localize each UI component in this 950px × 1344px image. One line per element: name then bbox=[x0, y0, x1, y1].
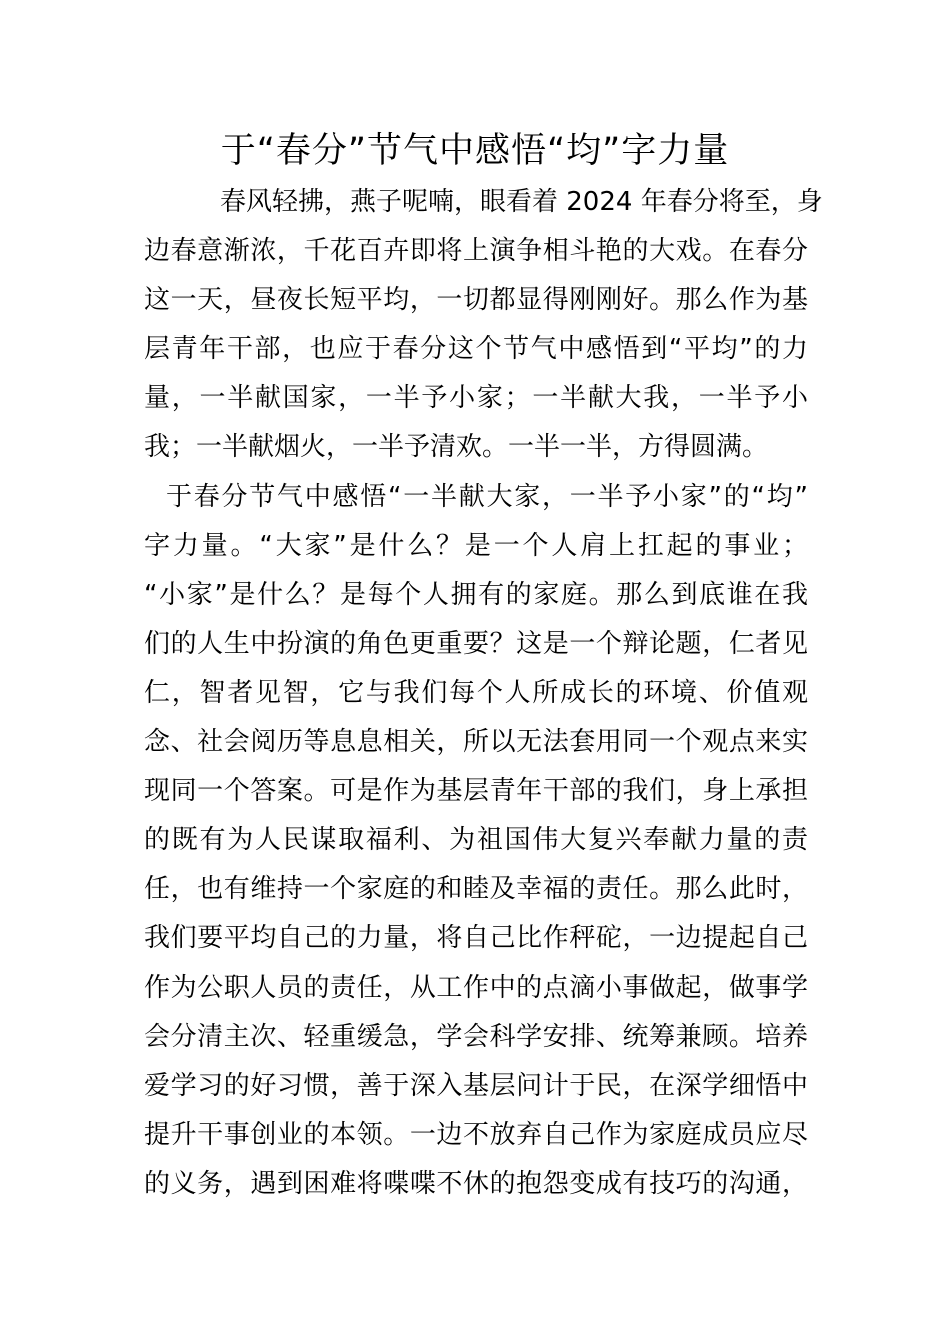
paragraph-line: 提升干事创业的本领。一边不放弃自己作为家庭成员应尽 bbox=[144, 1119, 808, 1150]
paragraph-line: 任，也有维持一个家庭的和睦及幸福的责任。那么此时， bbox=[144, 874, 808, 905]
paragraph-line: 的既有为人民谋取福利、为祖国伟大复兴奉献力量的责 bbox=[144, 825, 808, 856]
paragraph-line: 春风轻拂，燕子呢喃，眼看着 2024 年春分将至，身 bbox=[220, 187, 823, 217]
paragraph-line: 于春分节气中感悟“一半献大家，一半予小家”的“均” bbox=[166, 481, 808, 512]
paragraph-line: 层青年干部，也应于春分这个节气中感悟到“平均”的力 bbox=[144, 334, 808, 365]
paragraph-line: 我；一半献烟火，一半予清欢。一半一半，方得圆满。 bbox=[144, 432, 769, 463]
document-title: 于“春分”节气中感悟“均”字力量 bbox=[220, 131, 730, 171]
paragraph-line: 会分清主次、轻重缓急，学会科学安排、统筹兼顾。培养 bbox=[144, 1021, 808, 1052]
paragraph-line: 的义务，遇到困难将喋喋不休的抱怨变成有技巧的沟通， bbox=[144, 1168, 808, 1199]
paragraph-line: 边春意渐浓，千花百卉即将上演争相斗艳的大戏。在春分 bbox=[144, 236, 808, 267]
paragraph-line: “小家”是什么？是每个人拥有的家庭。那么到底谁在我 bbox=[144, 579, 808, 610]
paragraph-line: 字力量。“大家”是什么？是一个人肩上扛起的事业； bbox=[144, 530, 808, 561]
paragraph-line: 作为公职人员的责任，从工作中的点滴小事做起，做事学 bbox=[144, 972, 808, 1003]
paragraph-line: 爱学习的好习惯，善于深入基层问计于民，在深学细悟中 bbox=[144, 1070, 808, 1101]
paragraph-line: 仁，智者见智，它与我们每个人所成长的环境、价值观 bbox=[144, 677, 808, 708]
paragraph-line: 念、社会阅历等息息相关，所以无法套用同一个观点来实 bbox=[144, 727, 808, 758]
document-body bbox=[144, 178, 823, 1209]
paragraph-line: 这一天，昼夜长短平均，一切都显得刚刚好。那么作为基 bbox=[144, 285, 808, 316]
paragraph-line: 们的人生中扮演的角色更重要？这是一个辩论题，仁者见 bbox=[144, 628, 808, 659]
paragraph-line: 现同一个答案。可是作为基层青年干部的我们，身上承担 bbox=[144, 776, 808, 807]
paragraph-line: 量，一半献国家，一半予小家；一半献大我，一半予小 bbox=[144, 383, 808, 414]
paragraph-line: 我们要平均自己的力量，将自己比作秤砣，一边提起自己 bbox=[144, 923, 808, 954]
